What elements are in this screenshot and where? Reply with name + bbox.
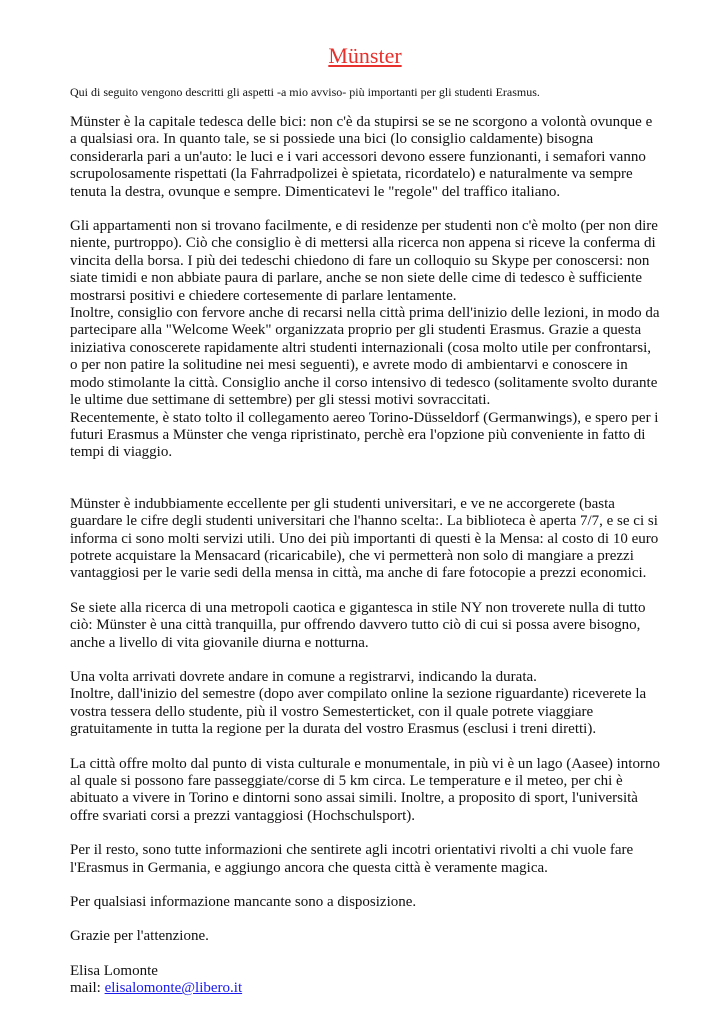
paragraph-thanks: Grazie per l'attenzione. — [70, 928, 209, 945]
paragraph-registration: Una volta arrivati dovrete andare in comune a registrarvi, indicando la durata. — [70, 668, 537, 685]
paragraph-university: Münster è indubbiamente eccellente per gli studenti universitari, e ve ne accorgerete (basta guardare le cifre degli studenti universitari che l'hanno scelta:. La biblioteca è aperta 7/7, e se ci si informa ci sono molti servizi utili. Uno dei più importanti di questi è la Mensa: al costo di 10 euro potrete acquistare la Mensacard (ricaricabile), che vi permetterà non solo di mangiare a prezzi vantaggiosi per le varie sedi della mensa in città, ma anche di fare fotocopie a prezzi economici. — [70, 495, 659, 582]
paragraph-availability: Per qualsiasi informazione mancante sono a disposizione. — [70, 894, 417, 911]
mail-label: mail: — [70, 980, 101, 997]
signature-name: Elisa Lomonte — [70, 962, 158, 979]
section-spacer — [70, 462, 660, 496]
signature-mail-line — [70, 980, 660, 997]
paragraph-culture: La città offre molto dal punto di vista culturale e monumentale, in più vi è un lago (Aasee) intorno al quale si possono fare passeggiate/corse di 5 km circa. Le temperature e il meteo, per chi è abituato a vivere in Torino e dintorni sono assai simili. Inoltre, a proposito di sport, l'università offre svariati corsi a prezzi vantaggiosi (Hochschulsport). — [70, 755, 660, 824]
document-page — [70, 42, 660, 998]
document-title: Münster — [328, 43, 402, 68]
paragraph-semesterticket: Inoltre, dall'inizio del semestre (dopo aver compilato online la sezione riguardante) riceverete la vostra tessera dello studente, più il vostro Semesterticket, con il quale potrete viaggiare gratuitamente in tutta la regione per la durata del vostro Erasmus (esclusi i treni diretti). — [70, 686, 647, 738]
intro-text: Qui di seguito vengono descritti gli aspetti -a mio avviso- più importanti per gli studenti Erasmus. — [70, 85, 540, 99]
email-link[interactable]: elisalomonte@libero.it — [104, 980, 243, 997]
paragraph-flights: Recentemente, è stato tolto il collegamento aereo Torino-Düsseldorf (Germanwings), e spero per i futuri Erasmus a Münster che venga ripristinato, perchè era l'opzione più conveniente in fatto di tempi di viaggio. — [70, 409, 659, 461]
paragraph-city-life: Se siete alla ricerca di una metropoli caotica e gigantesca in stile NY non troverete nulla di tutto ciò: Münster è una città tranquilla, pur offrendo davvero tutto ciò di cui si possa avere bisogno, anche a livello di vita giovanile diurna e notturna. — [70, 599, 646, 651]
paragraph-info-meetings: Per il resto, sono tutte informazioni che sentirete agli incotri orientativi rivolti a chi vuole fare l'Erasmus in Germania, e aggiungo ancora che questa città è veramente magica. — [70, 842, 634, 876]
paragraph-bikes: Münster è la capitale tedesca delle bici: non c'è da stupirsi se se ne scorgono a volontà ovunque e a qualsiasi ora. In quanto tale, se si possiede una bici (lo consiglio caldamente) bisogna considerarla pari a un'auto: le luci e i vari accessori devono essere funzionanti, i semafori vanno scrupolosamente rispettati (la Fahrradpolizei è spietata, ricordatelo) e naturalmente va sempre tenuta la destra, ovunque e sempre. Dimenticatevi le "regole" del traffico italiano. — [70, 114, 653, 200]
paragraph-housing: Gli appartamenti non si trovano facilmente, e di residenze per studenti non c'è molto (per non dire niente, purtroppo). Ciò che consiglio è di mettersi alla ricerca non appena si riceve la conferma di vincita della borsa. I più dei tedeschi chiedono di fare un colloquio su Skype per conoscersi: non siate timidi e non abbiate paura di parlare, anche se non siete delle cime di tedesco è sufficiente mostrarsi positivi e chiedere cortesemente di parlare lentamente. — [70, 218, 658, 304]
paragraph-welcome-week: Inoltre, consiglio con fervore anche di recarsi nella città prima dell'inizio delle lezioni, in modo da partecipare alla "Welcome Week" organizzata proprio per gli studenti Erasmus. Grazie a questa iniziativa conoscerete rapidamente altri studenti internazionali (cosa molto utile per confrontarsi, o per non patire la solitudine nei mesi seguenti), e avrete modo di ambientarvi e conoscere in modo stimolante la città. Consiglio anche il corso intensivo di tedesco (solitamente svolto durante le ultime due settimane di settembre) per gli stessi motivi sovraccitati. — [70, 305, 660, 409]
